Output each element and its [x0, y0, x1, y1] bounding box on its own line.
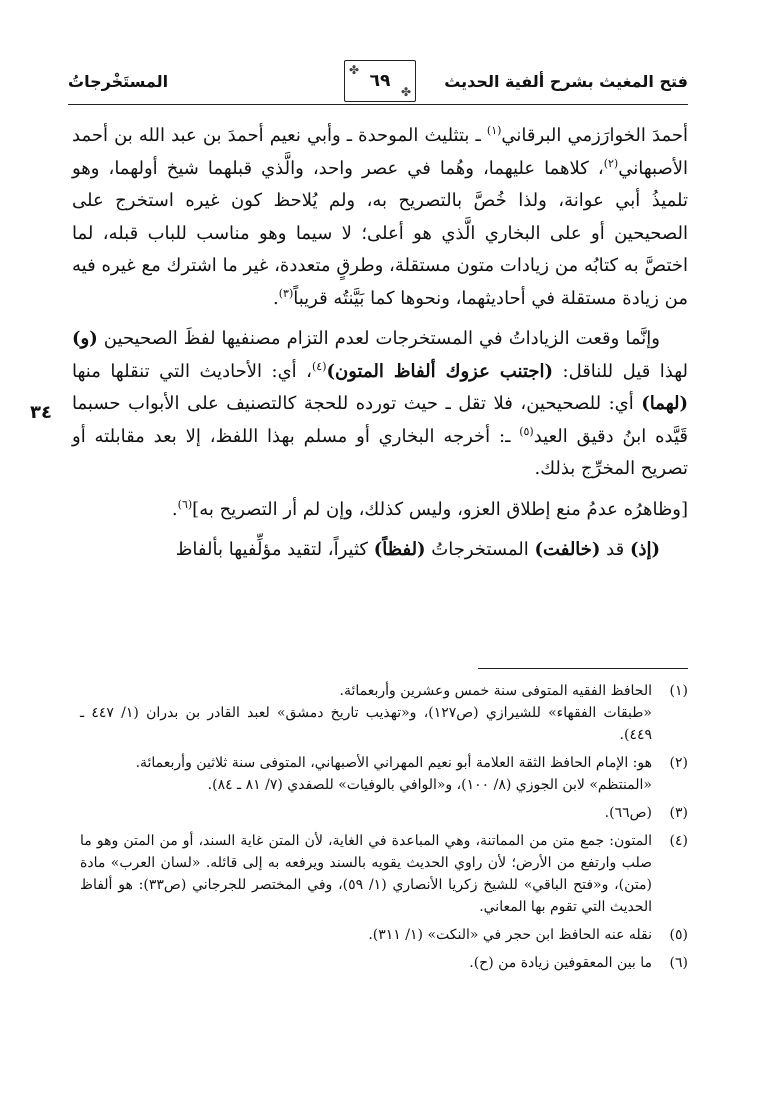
footnote [80, 952, 688, 974]
footnote-text [80, 830, 652, 918]
footnote [80, 752, 688, 796]
paragraph [72, 323, 688, 486]
text-run: ، كلاهما عليهما، وهُما في عصر واحد، والَّذي قبلهما شيخ أولهما، وهو تلميذُ أبي عوانة، ولذا خُصَّ بالتصريح به، ولم يُلاحظ كون غيره استخرج على الصحيحين أو على البخاري الَّذي هو أعلى؛ لا سيما وهو مناسب للباب قبله، لما اختصَّ به كتابُه من زيادات متون مستقلة، وطرقٍ متعددة، غير ما اشترك مع غيره فيه من زيادة مستقلة في أحاديثهما، ونحوها كما بَيَّنتُه قريباً [72, 157, 688, 309]
footnote-text [80, 924, 652, 946]
bold-text: (خالفت) [534, 539, 601, 560]
text-run: ـ بتثليث الموحدة ـ وأبي نعيم أحمدَ بن عبد الله بن أحمد الأصبهاني [72, 125, 688, 179]
footnote-number: (٢) [669, 755, 688, 771]
paragraph [72, 120, 688, 315]
footnote-line: ما بين المعقوفين زيادة من (ح). [469, 955, 652, 971]
text-run: . [273, 287, 279, 309]
footnote-line: «طبقات الفقهاء» للشيرازي (ص١٢٧)، و«تهذيب تاريخ دمشق» لعبد القادر بن بدران (١/ ٤٤٧ ـ ٤٤٩). [80, 705, 652, 743]
text-run: المستخرجاتُ [425, 539, 535, 560]
footnote-line: الحافظ الفقيه المتوفى سنة خمس وعشرين وأربعمائة. [339, 683, 652, 699]
footnote-line: المتون: جمع متن من المماتنة، وهي المباعدة في الغاية، لأن المتن غاية السند، أو من المتن وهو ما صلب وارتفع من الأرض؛ لأن راوي الحديث يقويه بالسند ويرفعه به إلى قائله. «لسان العرب» مادة (متن)، و«فتح الباقي» للشيخ زكريا الأنصاري (١/ ٥٩)، وفي المختصر للجرجاني (ص٣٣): هو ألفاظ الحديث التي تقوم بها المعاني. [80, 833, 652, 915]
text-run: كثيراً، لتقيد مؤلِّفيها بألفاظ [175, 539, 374, 560]
bold-text: (لهما) [641, 393, 688, 414]
footnote-ref: (٦) [177, 497, 193, 511]
footnote-number: (٥) [669, 927, 688, 943]
footnote [80, 680, 688, 746]
footnote-line: هو: الإمام الحافظ الثقة العلامة أبو نعيم المهراني الأصبهاني، المتوفى سنة ثلاثين وأربعمائة. [135, 755, 652, 771]
text-run: لهذا قيل للناقل: [553, 360, 689, 382]
footnote-ref: (١) [486, 124, 502, 137]
footnote-line: نقله عنه الحافظ ابن حجر في «النكت» (١/ ٣١١). [368, 927, 652, 943]
footnote-number: (٤) [669, 833, 688, 849]
corner-ornament-icon: ✤ [400, 85, 412, 99]
text-run: أي: للصحيحين، فلا تقل ـ حيث تورده للحجة كالتصنيف على الأبواب حسبما قَيَّده ابنُ دقيق العيد [72, 393, 688, 447]
text-run: أحمدَ الخوارَزمي البرقاني [501, 125, 688, 146]
bold-text: (و) [72, 328, 98, 349]
margin-verse-number: ٣٤ [30, 402, 52, 423]
text-run: ، أي: الأحاديث التي تنقلها منها [72, 360, 312, 382]
paragraph [72, 534, 688, 567]
book-title: فتح المغيث بشرح ألفية الحديث [444, 72, 688, 91]
footnotes [80, 680, 688, 980]
footnote-number: (١) [669, 683, 688, 699]
footnote-number: (٦) [669, 955, 688, 971]
running-header [68, 60, 688, 104]
text-run: قد [600, 539, 630, 560]
footnote-text [80, 680, 652, 746]
corner-ornament-icon: ✤ [348, 63, 360, 77]
footnote-number: (٣) [669, 805, 688, 821]
bold-text: (لفظاً) [373, 539, 426, 560]
paragraph [72, 494, 688, 527]
text-run: وإنَّما وقعت الزياداتُ في المستخرجات لعدم التزام مصنفيها لفظَ الصحيحين [97, 328, 660, 349]
footnote-text [80, 802, 652, 824]
footnote-ref: (٤) [311, 359, 327, 373]
footnote [80, 830, 688, 918]
main-text [72, 120, 688, 575]
bold-text: (اجتنب عزوك ألفاظ المتون) [326, 360, 554, 382]
bold-text: (إذ) [629, 539, 660, 560]
footnote-line: (ص٦٦). [604, 805, 652, 821]
text-run: ـ: أخرجه البخاري أو مسلم بهذا اللفظ، إلا بعد مقابلته أو تصريح المخرِّج بذلك. [72, 425, 688, 479]
section-title: المستَخْرجاتُ [68, 72, 169, 91]
footnote-ref: (٥) [519, 424, 534, 438]
footnote-ref: (٢) [603, 156, 619, 170]
header-rule [68, 104, 688, 105]
footnote [80, 802, 688, 824]
text-run: [وظاهرُه عدمُ منع إطلاق العزو، وليس كذلك، وإن لم أر التصريح به] [192, 498, 688, 520]
footnote-text [80, 952, 652, 974]
footnote [80, 924, 688, 946]
footnote-line: «المنتظم» لابن الجوزي (٨/ ١٠٠)، و«الوافي بالوفيات» للصفدي (٧/ ٨١ ـ ٨٤). [207, 777, 652, 793]
footnote-text [80, 752, 652, 796]
footnote-ref: (٣) [278, 286, 294, 300]
text-run: . [171, 498, 178, 520]
page-number-box [344, 60, 416, 102]
page-number: ٦٩ [369, 71, 391, 91]
footnote-separator [478, 668, 688, 669]
